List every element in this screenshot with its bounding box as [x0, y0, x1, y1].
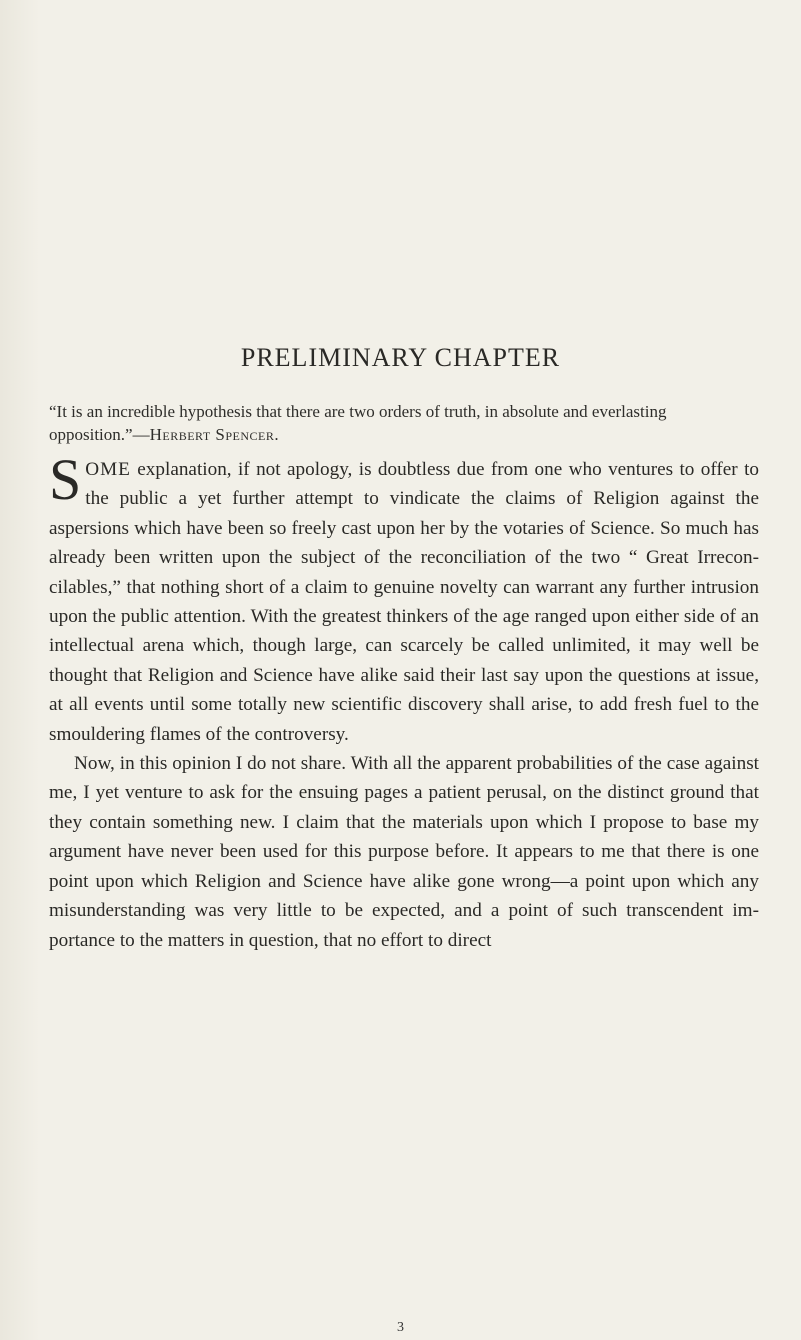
page-number: 3 [397, 1320, 404, 1335]
drop-cap: S [49, 447, 82, 512]
paragraph-2: Now, in this opinion I do not share. With all the apparent probabilities of the case against me, I yet venture to ask for the ensuing pages a patient perusal, on the distinct ground that they contain something new. I claim that the materials upon which I propose to base my argument have never been used for this purpose before. It appears to me that there is one point upon which Religion and Science have alike gone wrong—a point upon which any misunderstanding was very little to be expected, and a point of such transcendent importance to the matters in question, that no effort to direct [49, 753, 759, 951]
epigraph-author: Herbert Spencer. [149, 425, 280, 444]
body-text [49, 447, 759, 955]
chapter-title: PRELIMINARY CHAPTER [240, 343, 561, 372]
paragraph-1 [49, 447, 759, 749]
first-word-rest: OME [85, 459, 131, 480]
paragraph-1-text: explanation, if not apology, is doubtless due from one who ventures to offer to the public a yet further attempt to vindicate the claims of Religion against the aspersions which have been so freely cast upon her by the votaries of Science. So much has already been written upon the subject of the reconciliation of the two “ Great Irreconcilables,” that nothing short of a claim to genuine novelty can warrant any further intrusion upon the public attention. With the greatest thinkers of the age ranged upon either side of an intellectual arena which, though large, can scarcely be called unlimited, it may well be thought that Religion and Science have alike said their last say upon the questions at issue, at all events until some totally new scientific discovery shall arise, to add fresh fuel to the smouldering flames of the controversy. [49, 459, 759, 745]
epigraph-quote: “It is an incredible hypothesis that there are two orders of truth, in absolute and everlasting opposition.”— [49, 402, 667, 444]
epigraph [49, 400, 759, 446]
